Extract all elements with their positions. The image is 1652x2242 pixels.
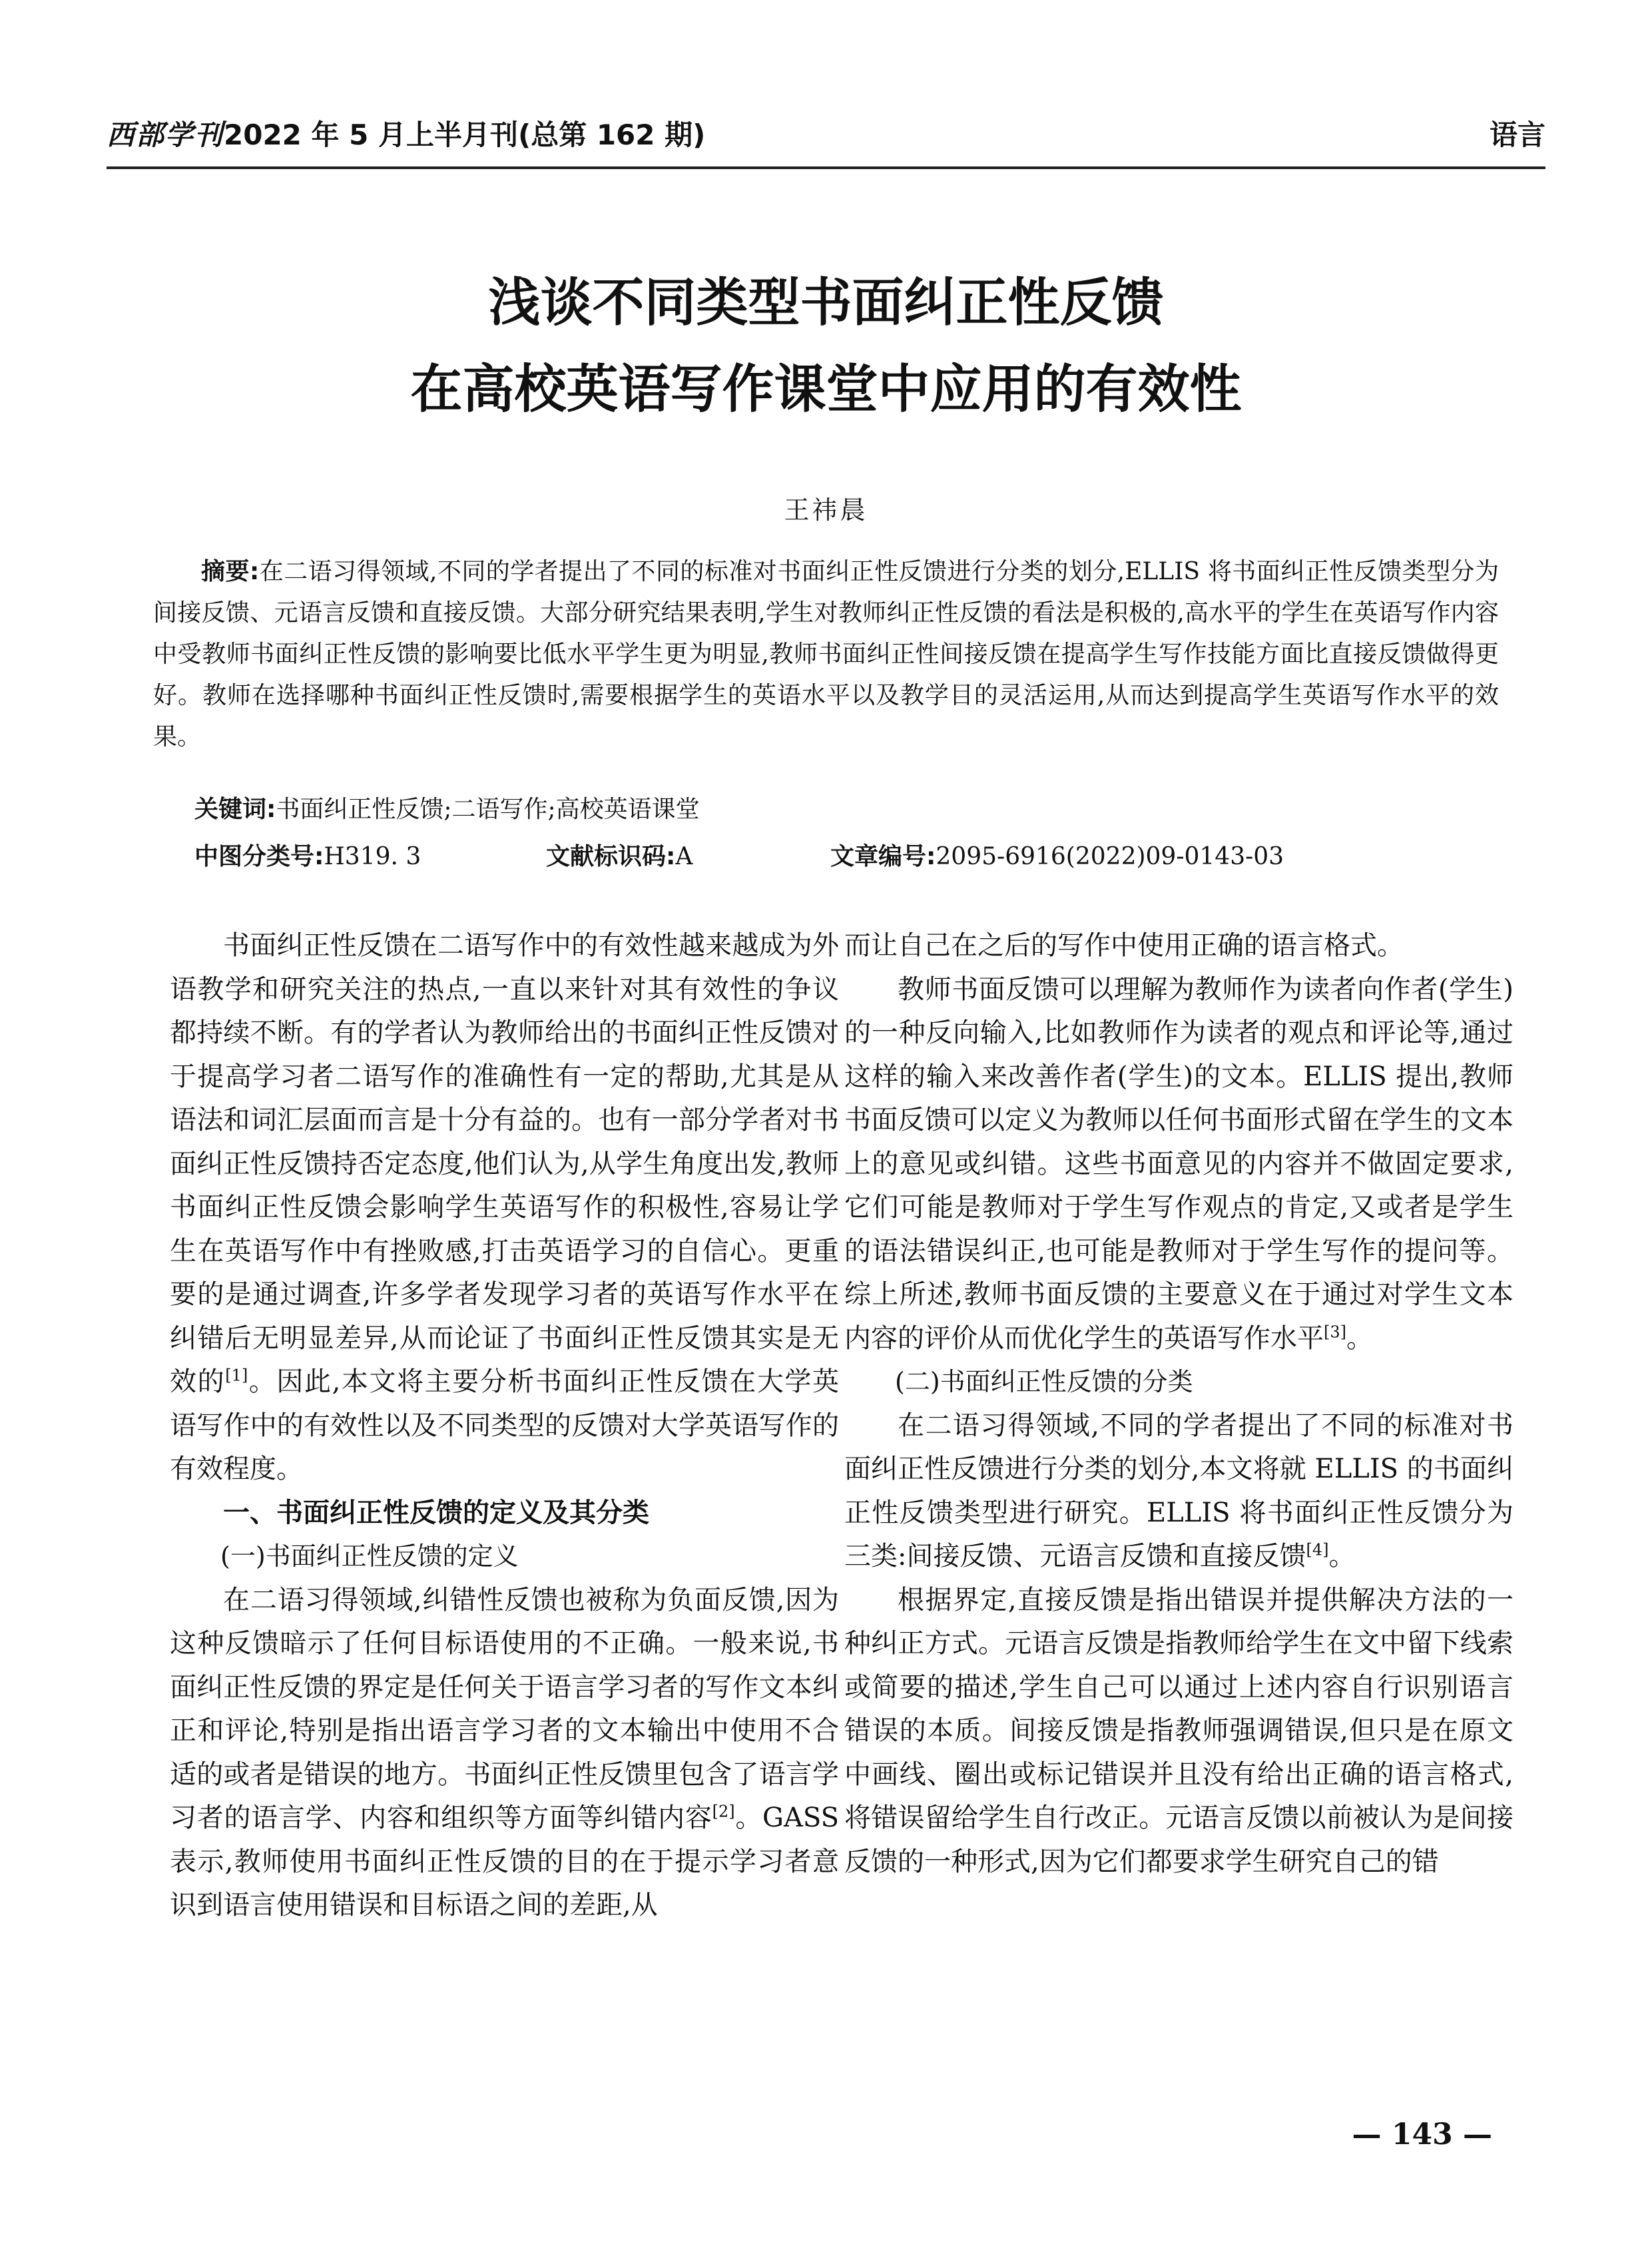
citation-ref: [3]	[1324, 1322, 1346, 1342]
citation-ref: [1]	[225, 1366, 248, 1385]
article-title	[0, 260, 1652, 433]
journal-issue-line	[107, 113, 705, 153]
keywords-text: 书面纠正性反馈;二语写作;高校英语课堂	[276, 796, 700, 823]
running-header	[107, 100, 1545, 169]
citation-ref: [4]	[1306, 1540, 1329, 1559]
section-heading: 一、书面纠正性反馈的定义及其分类	[223, 1497, 649, 1528]
document-code: 文献标识码:A	[546, 843, 693, 870]
body-column-right	[844, 924, 1514, 1884]
subsection-heading: (一)书面纠正性反馈的定义	[220, 1541, 519, 1571]
paragraph: 在二语习得领域,不同的学者提出了不同的标准对书面纠正性反馈进行分类的划分,本文将就 ELLIS 的书面纠正性反馈类型进行研究。ELLIS 将书面纠正性反馈分为三类:间接反馈、元语言反馈和直接反馈[4]。	[844, 1410, 1514, 1571]
article-number: 文章编号:2095-6916(2022)09-0143-03	[830, 843, 1284, 870]
abstract-text: 在二语习得领域,不同的学者提出了不同的标准对书面纠正性反馈进行分类的划分,ELLIS 将书面纠正性反馈类型分为间接反馈、元语言反馈和直接反馈。大部分研究结果表明,学生对教师纠正性反馈的看法是积极的,高水平的学生在英语写作内容中受教师书面纠正性反馈的影响要比低水平学生更为明显,教师书面纠正性间接反馈在提高学生写作技能方面比直接反馈做得更好。教师在选择哪种书面纠正性反馈时,需要根据学生的英语水平以及教学目的灵活运用,从而达到提高学生英语写作水平的效果。	[153, 558, 1499, 750]
subsection-heading: (二)书面纠正性反馈的分类	[895, 1367, 1193, 1396]
section-label: 语言	[1489, 119, 1545, 151]
author: 王祎晨	[784, 495, 868, 525]
abstract	[153, 551, 1499, 758]
issue-info: 2022 年 5 月上半月刊(总第 162 期)	[224, 119, 706, 151]
page-number: — 143 —	[1352, 2117, 1492, 2151]
paragraph: 在二语习得领域,纠错性反馈也被称为负面反馈,因为这种反馈暗示了任何目标语使用的不正确。一般来说,书面纠正性反馈的界定是任何关于语言学习者的写作文本纠正和评论,特别是指出语言学习者的文本输出中使用不合适的或者是错误的地方。书面纠正性反馈里包含了语言学习者的语言学、内容和组织等方面等纠错内容[2]。GASS 表示,教师使用书面纠正性反馈的目的在于提示学习者意识到语言使用错误和目标语之间的差距,从	[170, 1584, 839, 1920]
paragraph: 书面纠正性反馈在二语写作中的有效性越来越成为外语教学和研究关注的热点,一直以来针对其有效性的争议都持续不断。有的学者认为教师给出的书面纠正性反馈对于提高学习者二语写作的准确性有一定的帮助,尤其是从语法和词汇层面而言是十分有益的。也有一部分学者对书面纠正性反馈持否定态度,他们认为,从学生角度出发,教师书面纠正性反馈会影响学生英语写作的积极性,容易让学生在英语写作中有挫败感,打击英语学习的自信心。更重要的是通过调查,许多学者发现学习者的英语写作水平在纠错后无明显差异,从而论证了书面纠正性反馈其实是无效的[1]。因此,本文将主要分析书面纠正性反馈在大学英语写作中的有效性以及不同类型的反馈对大学英语写作的有效程度。	[170, 930, 840, 1484]
citation-ref: [2]	[712, 1802, 735, 1821]
journal-logo: 西部学刊	[107, 119, 224, 151]
title-line-2: 在高校英语写作课堂中应用的有效性	[410, 360, 1242, 420]
abstract-label: 摘要:	[201, 558, 260, 585]
clc-number: 中图分类号:H319. 3	[194, 843, 421, 870]
title-line-1: 浅谈不同类型书面纠正性反馈	[488, 273, 1164, 333]
paragraph: 根据界定,直接反馈是指出错误并提供解决方法的一种纠正方式。元语言反馈是指教师给学生在文中留下线索或简要的描述,学生自己可以通过上述内容自行识别语言错误的本质。间接反馈是指教师强调错误,但只是在原文中画线、圈出或标记错误并且没有给出正确的语言格式,将错误留给学生自行改正。元语言反馈以前被认为是间接反馈的一种形式,因为它们都要求学生研究自己的错	[844, 1584, 1514, 1877]
keywords	[194, 789, 1499, 830]
paragraph: 教师书面反馈可以理解为教师作为读者向作者(学生)的一种反向输入,比如教师作为读者的观点和评论等,通过这样的输入来改善作者(学生)的文本。ELLIS 提出,教师书面反馈可以定义为教师以任何书面形式留在学生的文本上的意见或纠错。这些书面意见的内容并不做固定要求,它们可能是教师对于学生写作观点的肯定,又或者是学生的语法错误纠正,也可能是教师对于学生写作的提问等。综上所述,教师书面反馈的主要意义在于通过对学生文本内容的评价从而优化学生的英语写作水平[3]。	[844, 974, 1514, 1354]
keywords-label: 关键词:	[194, 796, 276, 823]
body-column-left	[170, 924, 839, 1928]
paragraph-continuation: 而让自己在之后的写作中使用正确的语言格式。	[844, 930, 1404, 961]
